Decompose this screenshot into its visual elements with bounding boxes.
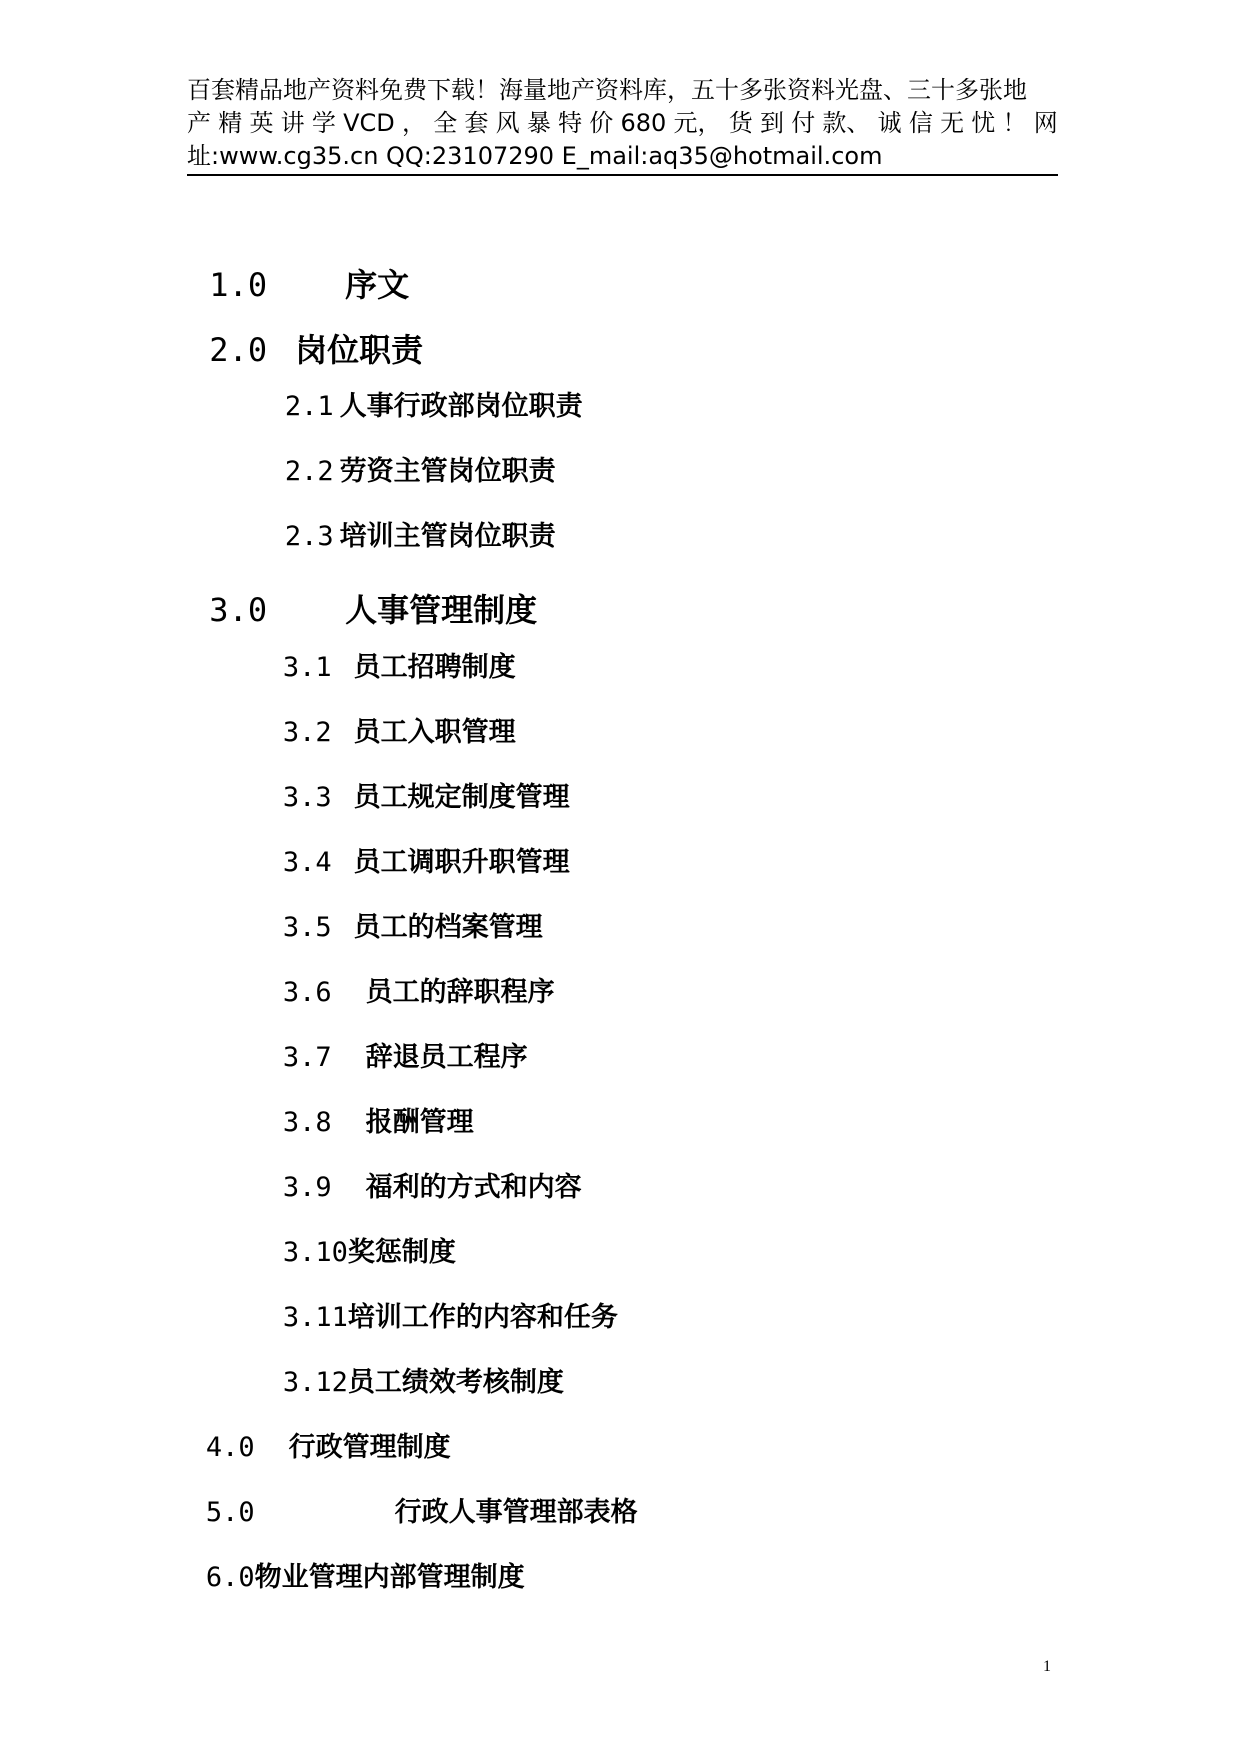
header-line-2-token: 无	[940, 109, 965, 137]
header-line-2-token: 元，	[673, 109, 722, 137]
toc-entry: 2.3 培训主管岗位职责	[284, 521, 556, 552]
toc-entry: 3.4 员工调职升职管理	[282, 847, 570, 878]
toc-entry: 3.6 员工的辞职程序	[282, 977, 555, 1008]
header-line-2-token: 价	[589, 109, 614, 137]
toc-entry: 3.10奖惩制度	[282, 1237, 456, 1268]
header-line-2-token: 款、	[822, 109, 871, 137]
toc-entry: 3.2 员工入职管理	[282, 717, 516, 748]
header-line-1: 百套精品地产资料免费下载！海量地产资料库，五十多张资料光盘、三十多张地	[187, 76, 1027, 104]
header-line-3: 址:www.cg35.cn QQ:23107290 E_mail:aq35@hotmail.com	[187, 142, 883, 170]
toc-entry: 3.12员工绩效考核制度	[282, 1367, 564, 1398]
header-line-2-token: 风	[495, 109, 520, 137]
toc-entry: 1.0 序文	[209, 266, 410, 304]
header-line-2-token: VCD	[343, 109, 395, 137]
toc-entry: 3.3 员工规定制度管理	[282, 782, 570, 813]
header-line-2	[187, 107, 1058, 140]
header-line-2-token: 忧	[971, 109, 996, 137]
toc-entry: 2.1 人事行政部岗位职责	[284, 391, 583, 422]
header-line-2-token: 全	[433, 109, 458, 137]
header-line-2-token: 网	[1033, 109, 1058, 137]
header-line-2-token: 到	[759, 109, 784, 137]
header-line-2-token: 680	[620, 109, 667, 137]
toc-entry: 2.2 劳资主管岗位职责	[284, 456, 556, 487]
header-line-2-token: 诚	[877, 109, 902, 137]
toc-entry: 2.0 岗位职责	[209, 331, 424, 369]
header-divider	[187, 174, 1058, 176]
header-line-2-token: ，	[401, 109, 426, 137]
toc-entry: 3.5 员工的档案管理	[282, 912, 543, 943]
header-line-2-token: 特	[558, 109, 583, 137]
header-line-2-token: 英	[249, 109, 274, 137]
header-line-2-token: 货	[728, 109, 753, 137]
toc-entry: 5.0 行政人事管理部表格	[205, 1497, 638, 1528]
header-line-2-token: 精	[218, 109, 243, 137]
header-line-2-token: ！	[1002, 109, 1027, 137]
toc-entry: 3.7 辞退员工程序	[282, 1042, 528, 1073]
toc-entry: 3.1 员工招聘制度	[282, 652, 516, 683]
toc-entry: 4.0 行政管理制度	[205, 1432, 451, 1463]
header-line-2-token: 学	[311, 109, 336, 137]
toc-entry: 3.9 福利的方式和内容	[282, 1172, 582, 1203]
page-number: 1	[1043, 1658, 1051, 1675]
page-header	[187, 74, 1058, 173]
header-line-2-token: 讲	[280, 109, 305, 137]
toc-entry: 6.0物业管理内部管理制度	[205, 1562, 525, 1593]
toc-entry: 3.8 报酬管理	[282, 1107, 474, 1138]
toc-entry: 3.0 人事管理制度	[209, 591, 538, 629]
toc-entry: 3.11培训工作的内容和任务	[282, 1302, 618, 1333]
header-line-2-token: 信	[908, 109, 933, 137]
header-line-2-token: 产	[187, 109, 211, 137]
header-line-2-token: 付	[791, 109, 816, 137]
header-line-2-token: 暴	[526, 109, 551, 137]
header-line-2-token: 套	[464, 109, 489, 137]
